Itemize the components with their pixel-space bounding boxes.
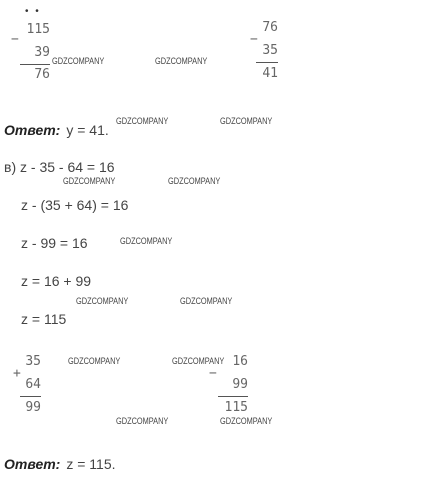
- answer-label: Ответ:: [4, 122, 61, 138]
- answer-label: Ответ:: [4, 456, 61, 472]
- part-marker: в): [4, 159, 17, 175]
- calc-result: 41: [262, 66, 278, 81]
- watermark: GDZCOMPANY: [68, 356, 121, 366]
- calc-top-number: 115: [26, 22, 50, 37]
- calc-rule: [20, 396, 41, 397]
- watermark: GDZCOMPANY: [120, 236, 173, 246]
- calc-rule: [218, 396, 248, 397]
- answer-line: [4, 456, 116, 474]
- calc-operator: −: [250, 32, 258, 47]
- calc-result: 115: [224, 400, 248, 415]
- calc-bottom-number: 35: [262, 43, 278, 58]
- equation-text: z - 35 - 64 = 16: [20, 159, 115, 175]
- watermark: GDZCOMPANY: [180, 296, 233, 306]
- watermark: GDZCOMPANY: [52, 56, 105, 66]
- calc-operator: −: [209, 366, 217, 381]
- calc-operator: +: [13, 366, 21, 381]
- calc-top-number: 16: [232, 354, 248, 369]
- watermark: GDZCOMPANY: [116, 116, 169, 126]
- calc-top-number: 76: [262, 20, 278, 35]
- calc-result: 99: [25, 400, 41, 415]
- calc-top-number: 35: [25, 354, 41, 369]
- calc-rule: [256, 62, 278, 63]
- watermark: GDZCOMPANY: [168, 176, 221, 186]
- equation-step: z - (35 + 64) = 16: [21, 197, 129, 213]
- calc-operator: −: [11, 32, 19, 47]
- watermark: GDZCOMPANY: [76, 296, 129, 306]
- calc-result: 76: [34, 67, 50, 82]
- equation-step: z - 99 = 16: [21, 235, 88, 251]
- watermark: GDZCOMPANY: [155, 56, 208, 66]
- equation-step: [4, 159, 115, 175]
- watermark: GDZCOMPANY: [63, 176, 116, 186]
- answer-line: [4, 122, 109, 140]
- answer-value: y = 41.: [66, 122, 109, 138]
- watermark: GDZCOMPANY: [116, 416, 169, 426]
- calc-bottom-number: 64: [25, 377, 41, 392]
- equation-step: z = 16 + 99: [21, 273, 92, 289]
- equation-step: z = 115: [21, 311, 67, 327]
- watermark: GDZCOMPANY: [220, 116, 273, 126]
- borrow-dots: • •: [25, 6, 41, 17]
- watermark: GDZCOMPANY: [172, 356, 225, 366]
- watermark: GDZCOMPANY: [220, 416, 273, 426]
- calc-bottom-number: 39: [34, 45, 50, 60]
- calc-bottom-number: 99: [232, 377, 248, 392]
- answer-value: z = 115.: [66, 456, 116, 472]
- calc-rule: [20, 64, 50, 65]
